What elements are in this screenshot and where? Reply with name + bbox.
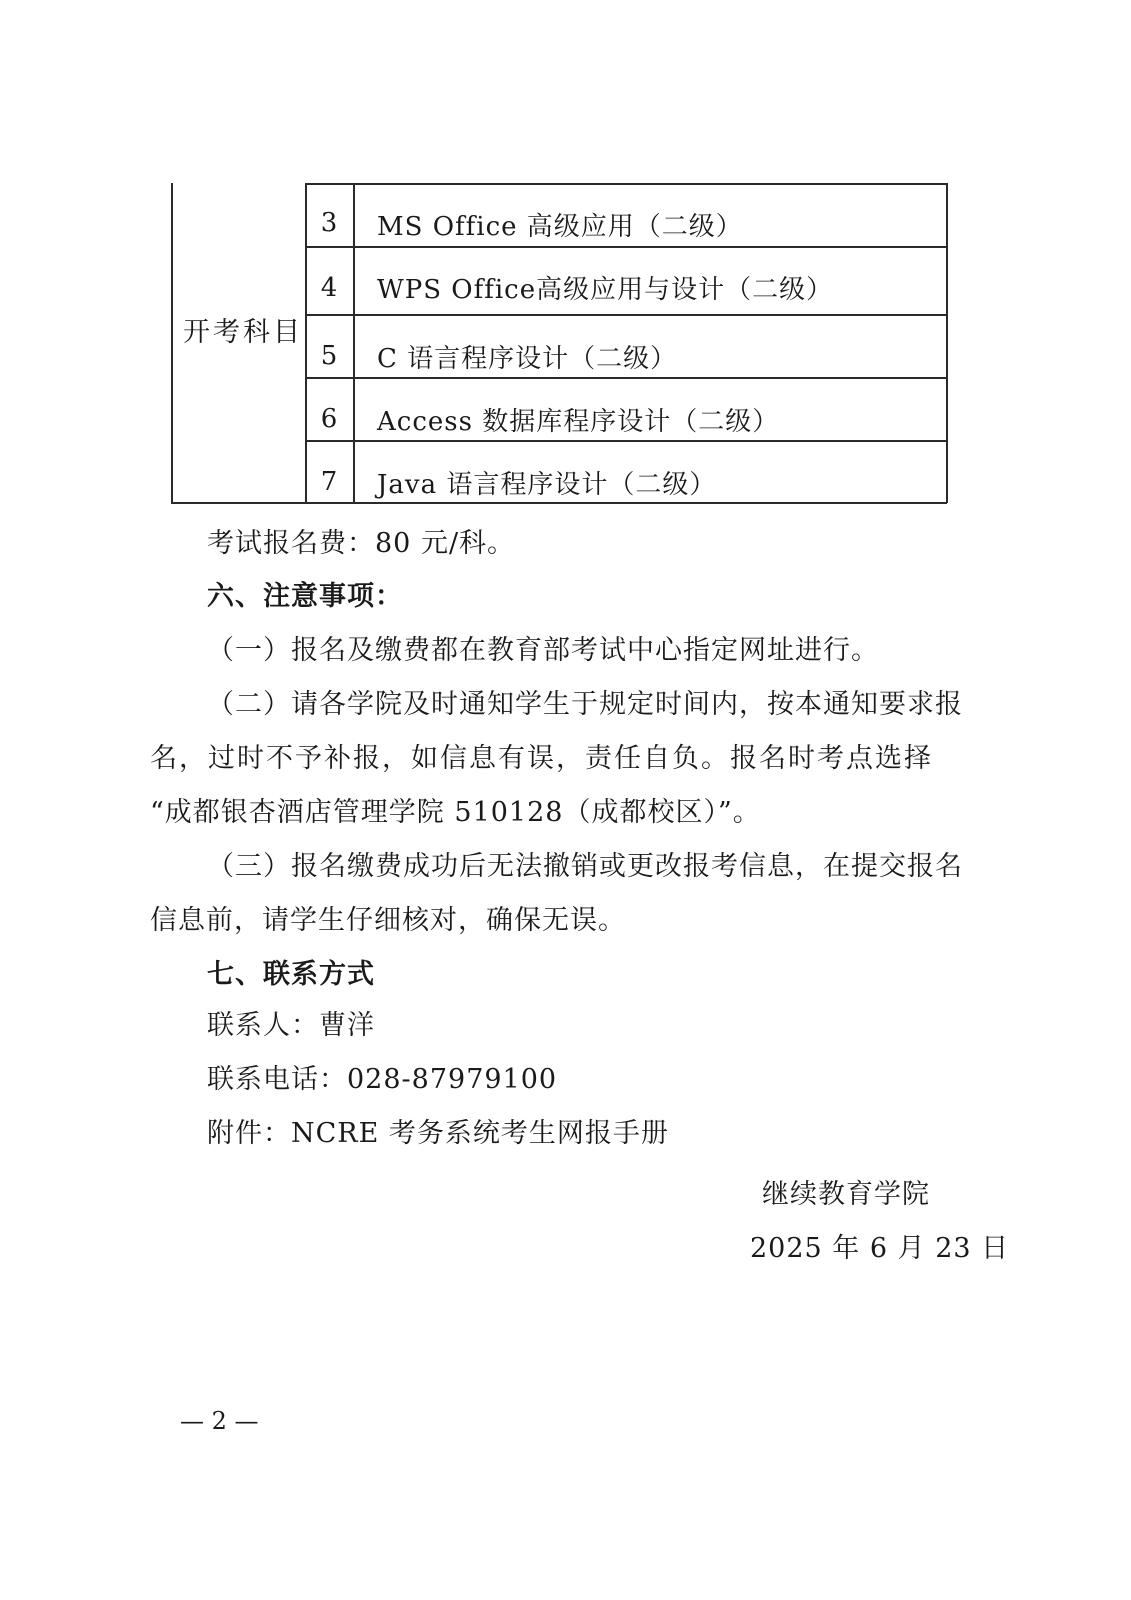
table-border-bottom (171, 502, 947, 504)
notice-item-1: （一）报名及缴费都在教育部考试中心指定网址进行。 (207, 635, 879, 666)
table-row-line (305, 440, 947, 442)
issue-date: 2025 年 6 月 23 日 (750, 1233, 1010, 1264)
attachment: 附件：NCRE 考务系统考生网报手册 (207, 1118, 669, 1149)
issuing-org: 继续教育学院 (762, 1179, 930, 1210)
notice-item-2-cont: 名，过时不予补报，如信息有误，责任自负。报名时考点选择 (150, 743, 933, 774)
table-border-left (171, 183, 173, 503)
table-row-line (305, 314, 947, 316)
table-row-header: 开考科目 (183, 317, 303, 348)
notice-item-3-cont: 信息前，请学生仔细核对，确保无误。 (150, 905, 626, 936)
table-cell-num: 4 (320, 273, 338, 303)
table-cell-subject: WPS Office高级应用与设计（二级） (377, 275, 834, 305)
table-cell-num: 7 (320, 467, 338, 497)
section-6-heading: 六、注意事项： (207, 581, 403, 612)
table-cell-subject: MS Office 高级应用（二级） (377, 212, 743, 242)
table-row-line (305, 246, 947, 248)
table-cell-num: 3 (320, 208, 338, 238)
page-number: — 2 — (180, 1407, 259, 1435)
table-cell-num: 6 (320, 404, 338, 434)
table-row-line (305, 183, 947, 185)
contact-phone: 联系电话：028-87979100 (207, 1064, 558, 1095)
table-cell-subject: C 语言程序设计（二级） (377, 344, 678, 374)
exam-fee: 考试报名费：80 元/科。 (207, 528, 516, 559)
table-divider-2 (353, 183, 355, 503)
table-row-line (305, 377, 947, 379)
contact-person: 联系人：曹洋 (207, 1010, 375, 1041)
table-cell-subject: Access 数据库程序设计（二级） (377, 407, 780, 437)
table-cell-num: 5 (320, 341, 338, 371)
section-7-heading: 七、联系方式 (207, 959, 375, 990)
notice-item-2-cont: “成都银杏酒店管理学院 510128（成都校区）”。 (150, 797, 761, 828)
notice-item-3: （三）报名缴费成功后无法撤销或更改报考信息，在提交报名 (207, 851, 963, 882)
notice-item-2: （二）请各学院及时通知学生于规定时间内，按本通知要求报 (207, 689, 963, 720)
table-cell-subject: Java 语言程序设计（二级） (377, 470, 717, 500)
table-border-right (946, 183, 948, 503)
